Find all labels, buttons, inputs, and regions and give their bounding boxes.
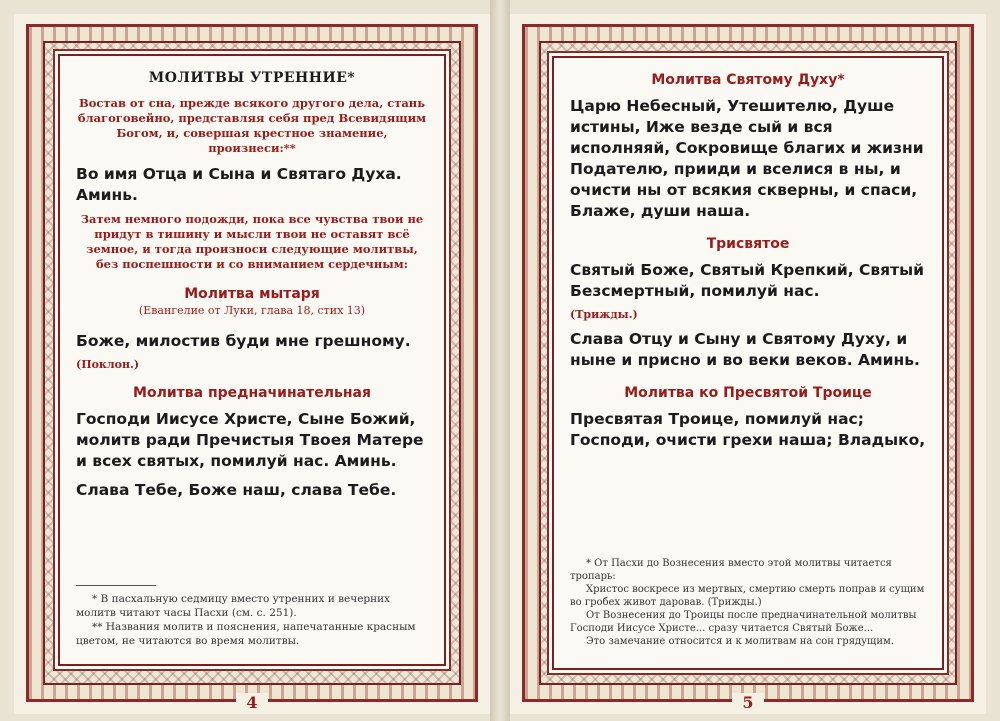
book-gutter: [490, 0, 510, 721]
prayer-text: Боже, милостив буди мне грешному.: [76, 332, 411, 350]
section-title: Молитва ко Пресвятой Троице: [624, 385, 872, 401]
prayer-text: Слава Отцу и Сыну и Святому Духу, и ныне и присно и во веки веков. Аминь.: [570, 330, 920, 369]
footnote: ** Названия молитв и пояснения, напечатанные красным цветом, не читаются во время молитвы.: [76, 621, 416, 647]
scripture-reference: (Евангелие от Луки, глава 18, стих 13): [138, 304, 366, 317]
prayer-text: Пресвятая Троице, помилуй нас; Господи, очисти грехи наша; Владыко,: [570, 410, 926, 449]
section-title: Трисвятое: [706, 236, 790, 252]
intro-text: Востав от сна, прежде всякого другого дела, стань благоговейно, представляя себя пред Всевидящим Богом, и, совершая крестное знамение, произнеси:**: [77, 96, 427, 155]
footnotes: [570, 557, 926, 648]
page-number: [510, 693, 986, 712]
page-right: [510, 14, 986, 714]
prayer-text: Во имя Отца и Сына и Святаго Духа. Аминь.: [76, 165, 402, 204]
footnote: Христос воскресе из мертвых, смертию смерть поправ и сущим во гробех живот даровав. (Трижды.): [570, 584, 925, 608]
page-number-text: 4: [236, 693, 267, 712]
page-content: [58, 54, 446, 666]
footnote: Это замечание относится и к молитвам на сон грядущим.: [586, 636, 894, 647]
page-number-text: 5: [732, 693, 763, 712]
page-left: [14, 14, 490, 714]
footnote-rule: [76, 585, 156, 586]
page-content: [552, 56, 944, 670]
rubric-note: (Трижды.): [570, 308, 638, 321]
footnote: От Вознесения до Троицы после предначинательной молитвы Господи Иисусе Христе... сразу читается Святый Боже...: [570, 610, 917, 634]
section-title: Молитва Святому Духу*: [651, 72, 845, 88]
prayer-text: Слава Тебе, Боже наш, слава Тебе.: [76, 481, 397, 499]
page-title: МОЛИТВЫ УТРЕННИЕ*: [148, 70, 356, 86]
footnotes: [76, 585, 428, 648]
section-title: Молитва мытаря: [184, 286, 320, 302]
prayer-text: Господи Иисусе Христе, Сыне Божий, молитв ради Пречистыя Твоея Матере и всех святых, помилуй нас. Аминь.: [76, 410, 424, 470]
section-title: Молитва предначинательная: [133, 385, 371, 401]
page-number: [14, 693, 490, 712]
footnote: * В пасхальную седмицу вместо утренних и вечерних молитв читают часы Пасхи (см. с. 251).: [76, 593, 391, 619]
prayer-text: Царю Небесный, Утешителю, Душе истины, Иже везде сый и вся исполняяй, Сокровище благих и жизни Подателю, прииди и вселися в ны, и очисти ны от всякия скверны, и спаси, Блаже, души наша.: [570, 97, 924, 220]
instruction-text: Затем немного подожди, пока все чувства твои не придут в тишину и мысли твои не оставят всё земное, и тогда произноси следующие молитвы, без поспешности и со вниманием сердечным:: [80, 212, 424, 271]
rubric-note: (Поклон.): [76, 358, 140, 371]
footnote: * От Пасхи до Вознесения вместо этой молитвы читается тропарь:: [570, 558, 892, 582]
prayer-text: Святый Боже, Святый Крепкий, Святый Безсмертный, помилуй нас.: [570, 261, 924, 300]
